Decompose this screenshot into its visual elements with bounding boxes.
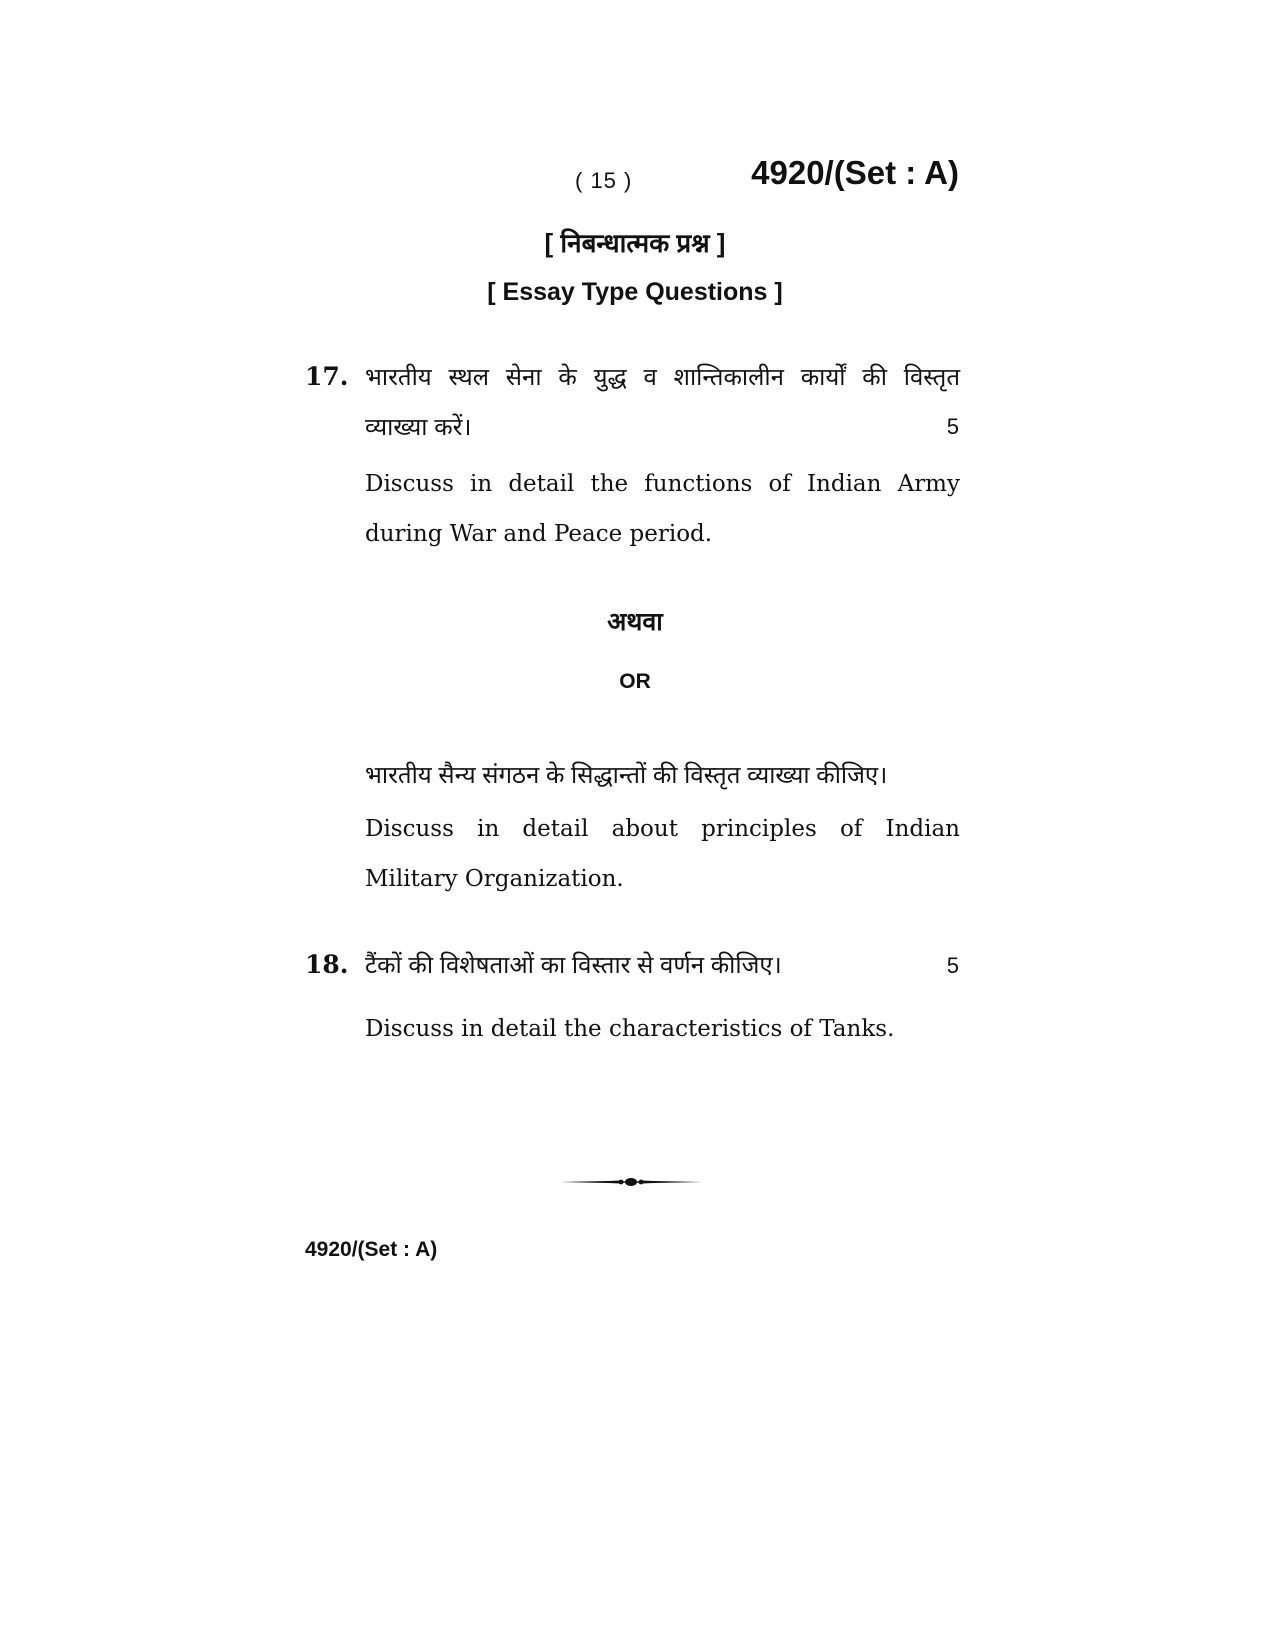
paper-code-header: 4920/(Set : A): [751, 154, 959, 191]
page-number: ( 15 ): [575, 168, 633, 193]
or-label-english: OR: [619, 670, 651, 693]
question-17-alt-english: Discuss in detail about principles of Indian Military Organization.: [365, 816, 960, 892]
section-title-english: [ Essay Type Questions ]: [487, 278, 783, 306]
question-18-marks: 5: [946, 953, 959, 978]
question-17-alt-hindi: भारतीय सैन्य संगठन के सिद्धान्तों की विस्तृत व्याख्या कीजिए।: [365, 762, 888, 789]
section-title-hindi: [ निबन्धात्मक प्रश्न ]: [544, 228, 726, 258]
question-17-marks: 5: [946, 414, 959, 439]
question-18-hindi: टैंकों की विशेषताओं का विस्तार से वर्णन कीजिए।: [365, 952, 782, 979]
question-17-number: 17.: [305, 362, 349, 391]
question-17-hindi-line2: व्याख्या करें।: [365, 414, 472, 441]
question-17-hindi-line1: भारतीय स्थल सेना के युद्ध व शान्तिकालीन कार्यों की विस्तृत: [365, 364, 960, 391]
end-divider-ornament: [558, 1172, 704, 1192]
paper-code-footer: 4920/(Set : A): [305, 1238, 438, 1261]
question-17-english: Discuss in detail the functions of Indian Army during War and Peace period.: [365, 471, 960, 547]
question-18-english: Discuss in detail the characteristics of Tanks.: [365, 1016, 895, 1042]
or-label-hindi: अथवा: [607, 608, 663, 636]
question-18-number: 18.: [305, 950, 349, 979]
